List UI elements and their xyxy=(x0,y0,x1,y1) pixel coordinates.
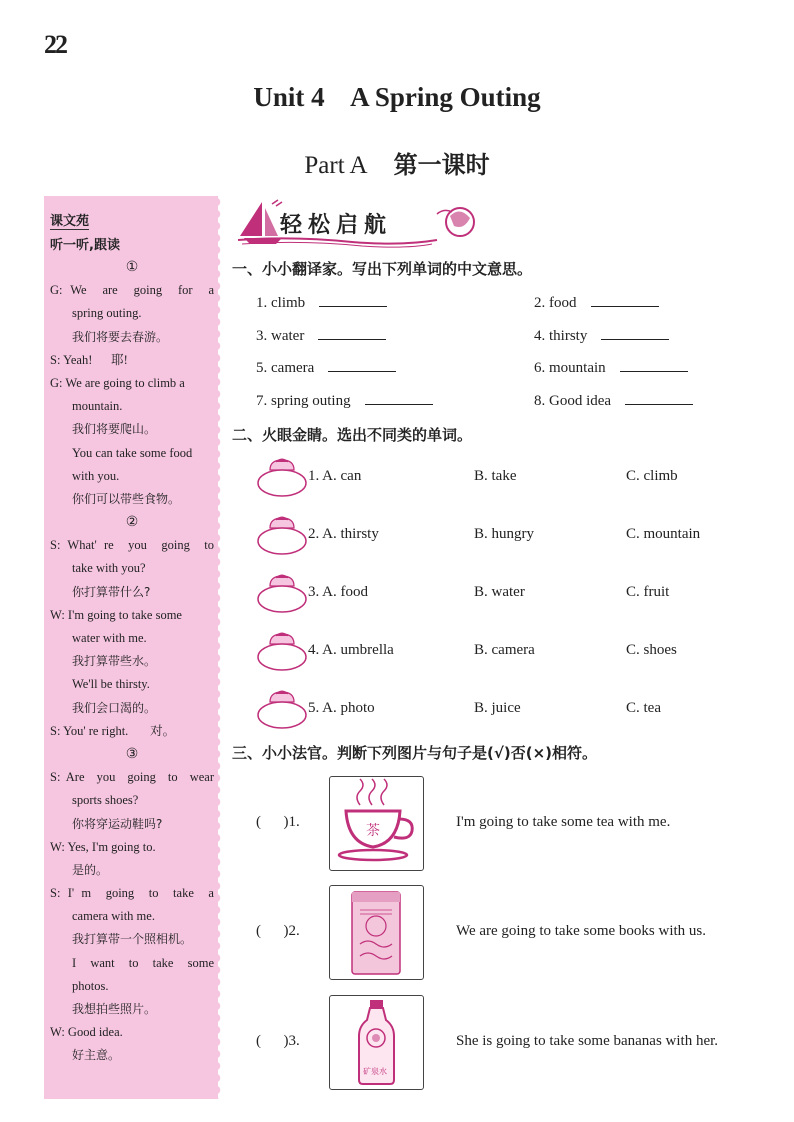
lesson-subtitle xyxy=(0,145,794,180)
option-a[interactable]: 1. A. can xyxy=(308,468,362,484)
vocab-item: 7. spring outing xyxy=(256,390,433,410)
dialogue-line: W: I'm going to take some xyxy=(50,607,182,622)
dialogue-line: 我们将要去春游。 xyxy=(72,329,169,344)
judge-sentence: She is going to take some bananas with her. xyxy=(456,1033,719,1049)
answer-bubble-icon[interactable] xyxy=(256,572,308,614)
part-label: Part A xyxy=(304,152,368,179)
dialogue-line: I want to take some xyxy=(72,955,214,970)
dialogue-line: 好主意。 xyxy=(72,1048,121,1063)
juice-bottle-icon xyxy=(330,996,423,1089)
judge-row xyxy=(256,885,766,981)
answer-blank[interactable] xyxy=(625,390,693,405)
judge-row xyxy=(256,776,766,872)
option-b[interactable]: B. water xyxy=(474,584,525,600)
option-c[interactable]: C. tea xyxy=(626,700,661,716)
dialogue-line: G: We are going for a xyxy=(50,283,214,298)
choice-row xyxy=(256,456,766,496)
dialogue-line: photos. xyxy=(72,978,109,993)
option-b[interactable]: B. camera xyxy=(474,642,535,658)
dialogue-line: S: I' m going to take a xyxy=(50,886,214,901)
section2-heading: 二、火眼金睛。选出不同类的单词。 xyxy=(232,426,473,444)
dialogue-line: G: We are going to climb a xyxy=(50,375,185,390)
option-a[interactable]: 3. A. food xyxy=(308,584,368,600)
dialogue-line: S: You' re right. 对。 xyxy=(50,723,176,738)
dialogue-line: ③ xyxy=(125,746,139,762)
dialogue-line: 是的。 xyxy=(72,862,109,877)
dialogue-line: camera with me. xyxy=(72,909,155,924)
answer-blank[interactable] xyxy=(601,325,669,340)
bottle-label: 矿泉水 xyxy=(363,1067,387,1076)
unit-title: Unit 4 A Spring Outing xyxy=(253,82,541,112)
banner-title: 轻松启航 xyxy=(280,213,393,238)
dialogue-line: spring outing. xyxy=(72,306,142,321)
sidebar-heading: 课文苑 xyxy=(50,210,89,230)
option-a[interactable]: 5. A. photo xyxy=(308,700,375,716)
cup-label: 茶 xyxy=(366,823,380,839)
answer-bubble-icon[interactable] xyxy=(256,688,308,730)
dialogue-line: W: Good idea. xyxy=(50,1025,123,1040)
section1-heading: 一、小小翻译家。写出下列单词的中文意思。 xyxy=(232,260,533,278)
answer-paren[interactable]: ( )2. xyxy=(256,923,300,939)
dialogue-line: W: Yes, I'm going to. xyxy=(50,839,156,854)
dialogue-line: 我们会口渴的。 xyxy=(72,700,157,715)
vocab-item: 1. climb xyxy=(256,292,387,312)
dialogue-line: take with you? xyxy=(72,561,146,576)
option-c[interactable]: C. fruit xyxy=(626,584,670,600)
picture-frame xyxy=(329,885,424,980)
dialogue-line: ① xyxy=(125,260,139,275)
answer-paren[interactable]: ( )3. xyxy=(256,1033,300,1049)
dialogue-line: 你打算带什么? xyxy=(72,584,151,599)
dialogue-line: We'll be thirsty. xyxy=(72,677,150,692)
answer-blank[interactable] xyxy=(318,325,386,340)
tea-cup-icon xyxy=(330,777,423,870)
answer-bubble-icon[interactable] xyxy=(256,456,308,498)
tea-bag-icon xyxy=(330,886,423,979)
dialogue-sidebar xyxy=(44,196,218,1099)
choice-row xyxy=(256,572,766,612)
dialogue-line: S: Are you going to wear xyxy=(50,770,214,785)
answer-blank[interactable] xyxy=(319,292,387,307)
answer-blank[interactable] xyxy=(365,390,433,405)
option-c[interactable]: C. climb xyxy=(626,468,678,484)
lesson-label: 第一课时 xyxy=(393,151,490,179)
option-b[interactable]: B. take xyxy=(474,468,517,484)
option-a[interactable]: 4. A. umbrella xyxy=(308,642,394,658)
option-b[interactable]: B. hungry xyxy=(474,526,534,542)
dialogue-line: with you. xyxy=(72,468,120,483)
choice-row xyxy=(256,688,766,728)
dialogue-line: 我打算带些水。 xyxy=(72,654,157,669)
judge-sentence: I'm going to take some tea with me. xyxy=(456,814,671,830)
answer-bubble-icon[interactable] xyxy=(256,630,308,672)
dialogue-line: 你将穿运动鞋吗? xyxy=(72,816,163,831)
dialogue-line: water with me. xyxy=(72,631,147,645)
vocab-item: 8. Good idea xyxy=(534,390,693,410)
vocab-item: 2. food xyxy=(534,292,659,312)
judge-row xyxy=(256,995,766,1091)
choice-row xyxy=(256,514,766,554)
sidebar-scalloped-edge xyxy=(216,196,224,1099)
dialogue-line: 你们可以带些食物。 xyxy=(72,491,181,506)
answer-blank[interactable] xyxy=(620,357,688,372)
dialogue-line: ② xyxy=(125,515,139,531)
answer-bubble-icon[interactable] xyxy=(256,514,308,556)
dialogue-line: 我打算带一个照相机。 xyxy=(72,932,193,947)
dialogue-lines xyxy=(50,256,214,1068)
option-c[interactable]: C. mountain xyxy=(626,526,701,542)
page-number: 22 xyxy=(44,30,66,59)
dialogue-line: 我想拍些照片。 xyxy=(72,1002,157,1016)
answer-paren[interactable]: ( )1. xyxy=(256,814,300,830)
answer-blank[interactable] xyxy=(591,292,659,307)
answer-blank[interactable] xyxy=(328,357,396,372)
dialogue-line: sports shoes? xyxy=(72,793,139,808)
option-b[interactable]: B. juice xyxy=(474,700,521,716)
vocab-item: 4. thirsty xyxy=(534,325,669,345)
option-a[interactable]: 2. A. thirsty xyxy=(308,526,379,542)
dialogue-line: mountain. xyxy=(72,399,123,414)
option-c[interactable]: C. shoes xyxy=(626,642,677,658)
picture-frame xyxy=(329,995,424,1090)
sidebar-subheading: 听一听,跟读 xyxy=(50,238,120,253)
vocab-item: 3. water xyxy=(256,325,386,345)
vocab-item: 6. mountain xyxy=(534,357,688,377)
vocab-item: 5. camera xyxy=(256,357,396,377)
judge-sentence: We are going to take some books with us. xyxy=(456,923,706,939)
choice-row xyxy=(256,630,766,670)
dialogue-line: S: What' re you going to xyxy=(50,538,214,553)
dialogue-line: You can take some food xyxy=(72,445,193,460)
picture-frame xyxy=(329,776,424,871)
dialogue-line: S: Yeah! 耶! xyxy=(50,352,128,367)
section3-heading: 三、小小法官。判断下列图片与句子是(√)否(×)相符。 xyxy=(232,744,597,762)
dialogue-line: 我们将要爬山。 xyxy=(72,422,157,437)
